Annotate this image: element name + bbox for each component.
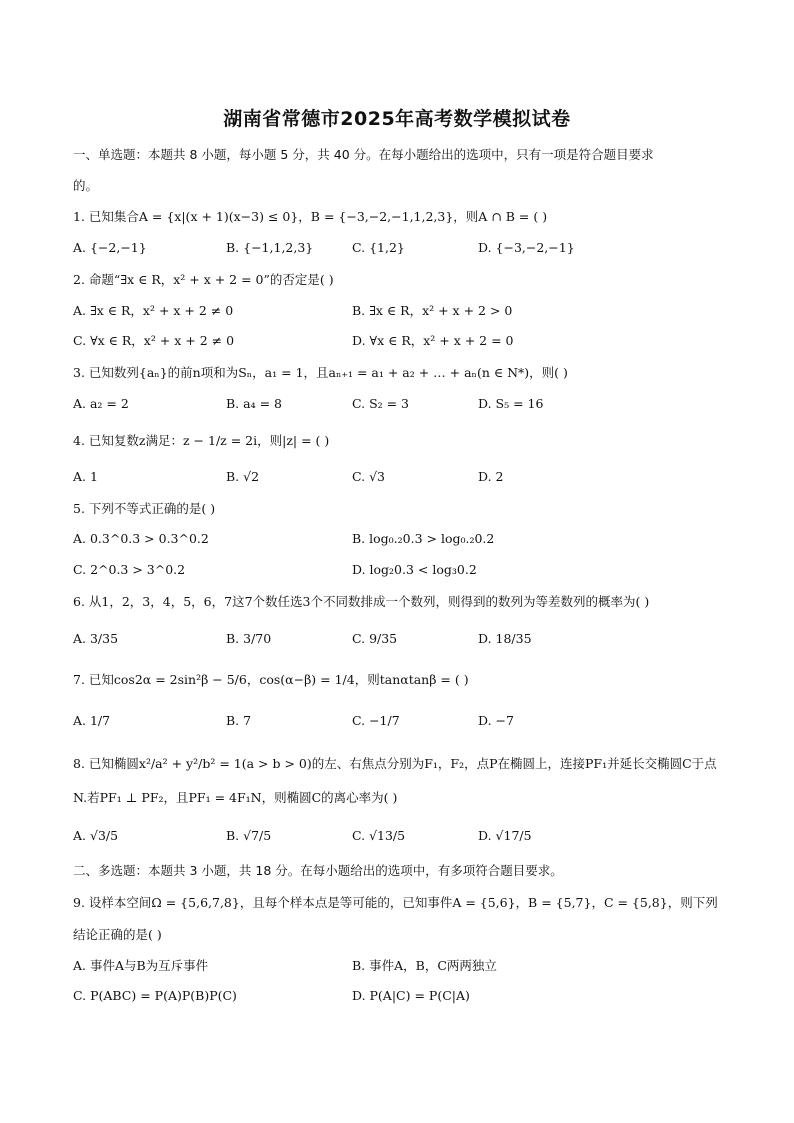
q4-option-d: D. 2 — [478, 469, 504, 484]
q5-option-b: B. log₀.₂0.3 > log₀.₂0.2 — [352, 531, 495, 546]
q5-option-d: D. log₂0.3 < log₃0.2 — [352, 562, 477, 577]
q3-option-d: D. S₅ = 16 — [478, 396, 544, 411]
q4-option-c: C. √3 — [352, 469, 385, 484]
q2-option-b: B. ∃x ∈ R，x² + x + 2 > 0 — [352, 303, 513, 318]
q8-option-a: A. √3/5 — [73, 828, 119, 843]
q8-option-d: D. √17/5 — [478, 828, 532, 843]
question-4-stem: 4. 已知复数z满足：z − 1/z = 2i，则|z| = ( ) — [73, 433, 330, 448]
q9-option-b: B. 事件A，B，C两两独立 — [352, 958, 497, 973]
q6-option-a: A. 3/35 — [73, 631, 119, 646]
q4-option-a: A. 1 — [73, 469, 98, 484]
q7-option-b: B. 7 — [226, 713, 252, 728]
q9-option-a: A. 事件A与B为互斥事件 — [73, 958, 209, 973]
q1-option-b: B. {−1,1,2,3} — [226, 240, 314, 255]
section-2-heading: 二、多选题：本题共 3 小题，共 18 分。在每小题给出的选项中，有多项符合题目要求。 — [73, 863, 563, 878]
question-7-stem: 7. 已知cos2α = 2sin²β − 5/6，cos(α−β) = 1/4，则tanαtanβ = ( ) — [73, 672, 469, 687]
q1-option-a: A. {−2,−1} — [73, 240, 147, 255]
question-5-stem: 5. 下列不等式正确的是( ) — [73, 501, 216, 516]
q6-option-b: B. 3/70 — [226, 631, 272, 646]
q1-option-c: C. {1,2} — [352, 240, 405, 255]
q9-option-d: D. P(A|C) = P(C|A) — [352, 988, 470, 1003]
q1-option-d: D. {−3,−2,−1} — [478, 240, 575, 255]
q9-option-c: C. P(ABC) = P(A)P(B)P(C) — [73, 988, 237, 1003]
q2-option-c: C. ∀x ∈ R，x² + x + 2 ≠ 0 — [73, 333, 235, 348]
q5-option-a: A. 0.3^0.3 > 0.3^0.2 — [73, 531, 209, 546]
q2-option-d: D. ∀x ∈ R，x² + x + 2 = 0 — [352, 333, 514, 348]
q3-option-a: A. a₂ = 2 — [73, 396, 129, 411]
q5-option-c: C. 2^0.3 > 3^0.2 — [73, 562, 186, 577]
q8-option-b: B. √7/5 — [226, 828, 272, 843]
page-title: 湖南省常德市2025年高考数学模拟试卷 — [223, 108, 571, 130]
q2-option-a: A. ∃x ∈ R，x² + x + 2 ≠ 0 — [73, 303, 234, 318]
q7-option-a: A. 1/7 — [73, 713, 111, 728]
q3-option-b: B. a₄ = 8 — [226, 396, 282, 411]
q8-option-c: C. √13/5 — [352, 828, 406, 843]
question-2-stem: 2. 命题“∃x ∈ R，x² + x + 2 = 0”的否定是( ) — [73, 272, 334, 287]
question-6-stem: 6. 从1，2，3，4，5，6，7这7个数任选3个不同数排成一个数列，则得到的数列为等差数列的概率为( ) — [73, 594, 650, 609]
q7-option-c: C. −1/7 — [352, 713, 400, 728]
q4-option-b: B. √2 — [226, 469, 260, 484]
question-1-stem: 1. 已知集合A = {x|(x + 1)(x−3) ≤ 0}，B = {−3,−2,−1,1,2,3}，则A ∩ B = ( ) — [73, 209, 548, 224]
q3-option-c: C. S₂ = 3 — [352, 396, 410, 411]
q7-option-d: D. −7 — [478, 713, 514, 728]
question-9-stem: 9. 设样本空间Ω = {5,6,7,8}，且每个样本点是等可能的，已知事件A = {5,6}，B = {5,7}，C = {5,8}，则下列 — [73, 895, 718, 910]
question-9-stem-cont: 结论正确的是( ) — [73, 927, 162, 942]
section-1-heading: 一、单选题：本题共 8 小题，每小题 5 分，共 40 分。在每小题给出的选项中，只有一项是符合题目要求 — [73, 147, 654, 162]
question-8-stem-cont: N.若PF₁ ⊥ PF₂，且PF₁ = 4F₁N，则椭圆C的离心率为( ) — [73, 790, 398, 805]
question-3-stem: 3. 已知数列{aₙ}的前n项和为Sₙ，a₁ = 1，且aₙ₊₁ = a₁ + a₂ + … + aₙ(n ∈ N*)，则( ) — [73, 365, 568, 380]
section-1-heading-cont: 的。 — [73, 178, 99, 193]
question-8-stem: 8. 已知椭圆x²/a² + y²/b² = 1(a > b > 0)的左、右焦点分别为F₁，F₂，点P在椭圆上，连接PF₁并延长交椭圆C于点 — [73, 756, 717, 771]
q6-option-d: D. 18/35 — [478, 631, 532, 646]
q6-option-c: C. 9/35 — [352, 631, 398, 646]
